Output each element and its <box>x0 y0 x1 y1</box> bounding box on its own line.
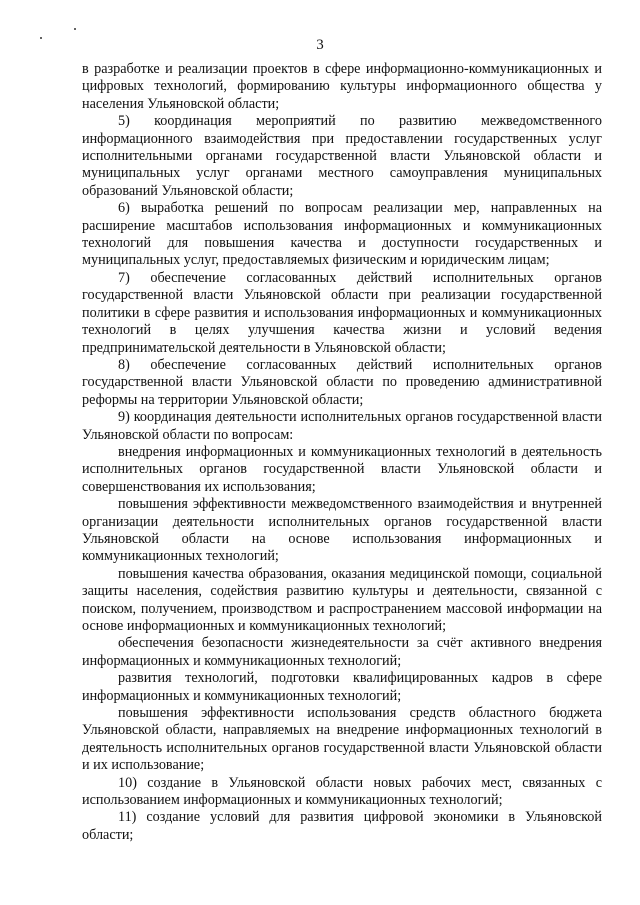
paragraph-item-11: 11) создание условий для развития цифровой экономики в Ульяновской области; <box>82 809 602 843</box>
paragraph-subitem-budget: повышения эффективности использования средств областного бюджета Ульяновской области, направляемых на внедрение информационных технологий в деятельность исполнительных органов государственной власти Ульяновской области и их использование; <box>82 705 602 774</box>
paragraph-item-9: 9) координация деятельности исполнительных органов государственной власти Ульяновской области по вопросам: <box>82 409 602 443</box>
page-number: 3 <box>316 37 324 53</box>
paragraph-subitem-personnel: развития технологий, подготовки квалифицированных кадров в сфере информационных и коммуникационных технологий; <box>82 670 602 704</box>
paragraph-subitem-quality: повышения качества образования, оказания медицинской помощи, социальной защиты населения, содействия развитию культуры и деятельности, связанной с поиском, получением, производством и распространением массовой информации на основе информационных и коммуникационных технологий; <box>82 565 602 634</box>
paragraph-item-6: 6) выработка решений по вопросам реализации мер, направленных на расширение масштабов использования информационных и коммуникационных технологий для повышения качества и доступности государственных и муниципальных услуг, предоставляемых физическим и юридическим лицам; <box>82 200 602 269</box>
paragraph-subitem-efficiency: повышения эффективности межведомственного взаимодействия и внутренней организации деятельности исполнительных органов государственной власти Ульяновской области на основе использования информационных и коммуникационных технологий; <box>82 496 602 565</box>
paragraph-item-8: 8) обеспечение согласованных действий исполнительных органов государственной власти Ульяновской области по проведению административной реформы на территории Ульяновской области; <box>82 356 602 408</box>
scan-speck <box>74 28 76 30</box>
paragraph-item-10: 10) создание в Ульяновской области новых рабочих мест, связанных с использованием информационных и коммуникационных технологий; <box>82 774 602 809</box>
paragraph-continuation: в разработке и реализации проектов в сфере информационно-коммуникационных и цифровых технологий, формированию культуры информационного общества у населения Ульяновской области; <box>82 61 602 112</box>
paragraph-item-5: 5) координация мероприятий по развитию межведомственного информационного взаимодействия при предоставлении государственных услуг исполнительными органами государственной власти Ульяновской области и муниципальных услуг органами местного самоуправления муниципальных образований Ульяновской области; <box>82 113 602 199</box>
paragraph-subitem-safety: обеспечения безопасности жизнедеятельности за счёт активного внедрения информационных и коммуникационных технологий; <box>82 635 602 669</box>
document-body <box>82 61 602 844</box>
paragraph-subitem-implementation: внедрения информационных и коммуникационных технологий в деятельность исполнительных органов государственной власти Ульяновской области и совершенствования их использования; <box>82 443 602 495</box>
paragraph-item-7: 7) обеспечение согласованных действий исполнительных органов государственной власти Ульяновской области при реализации государственной политики в сфере развития и использования информационных и коммуникационных технологий в целях улучшения качества жизни и условий ведения предпринимательской деятельности в Ульяновской области; <box>82 269 602 356</box>
